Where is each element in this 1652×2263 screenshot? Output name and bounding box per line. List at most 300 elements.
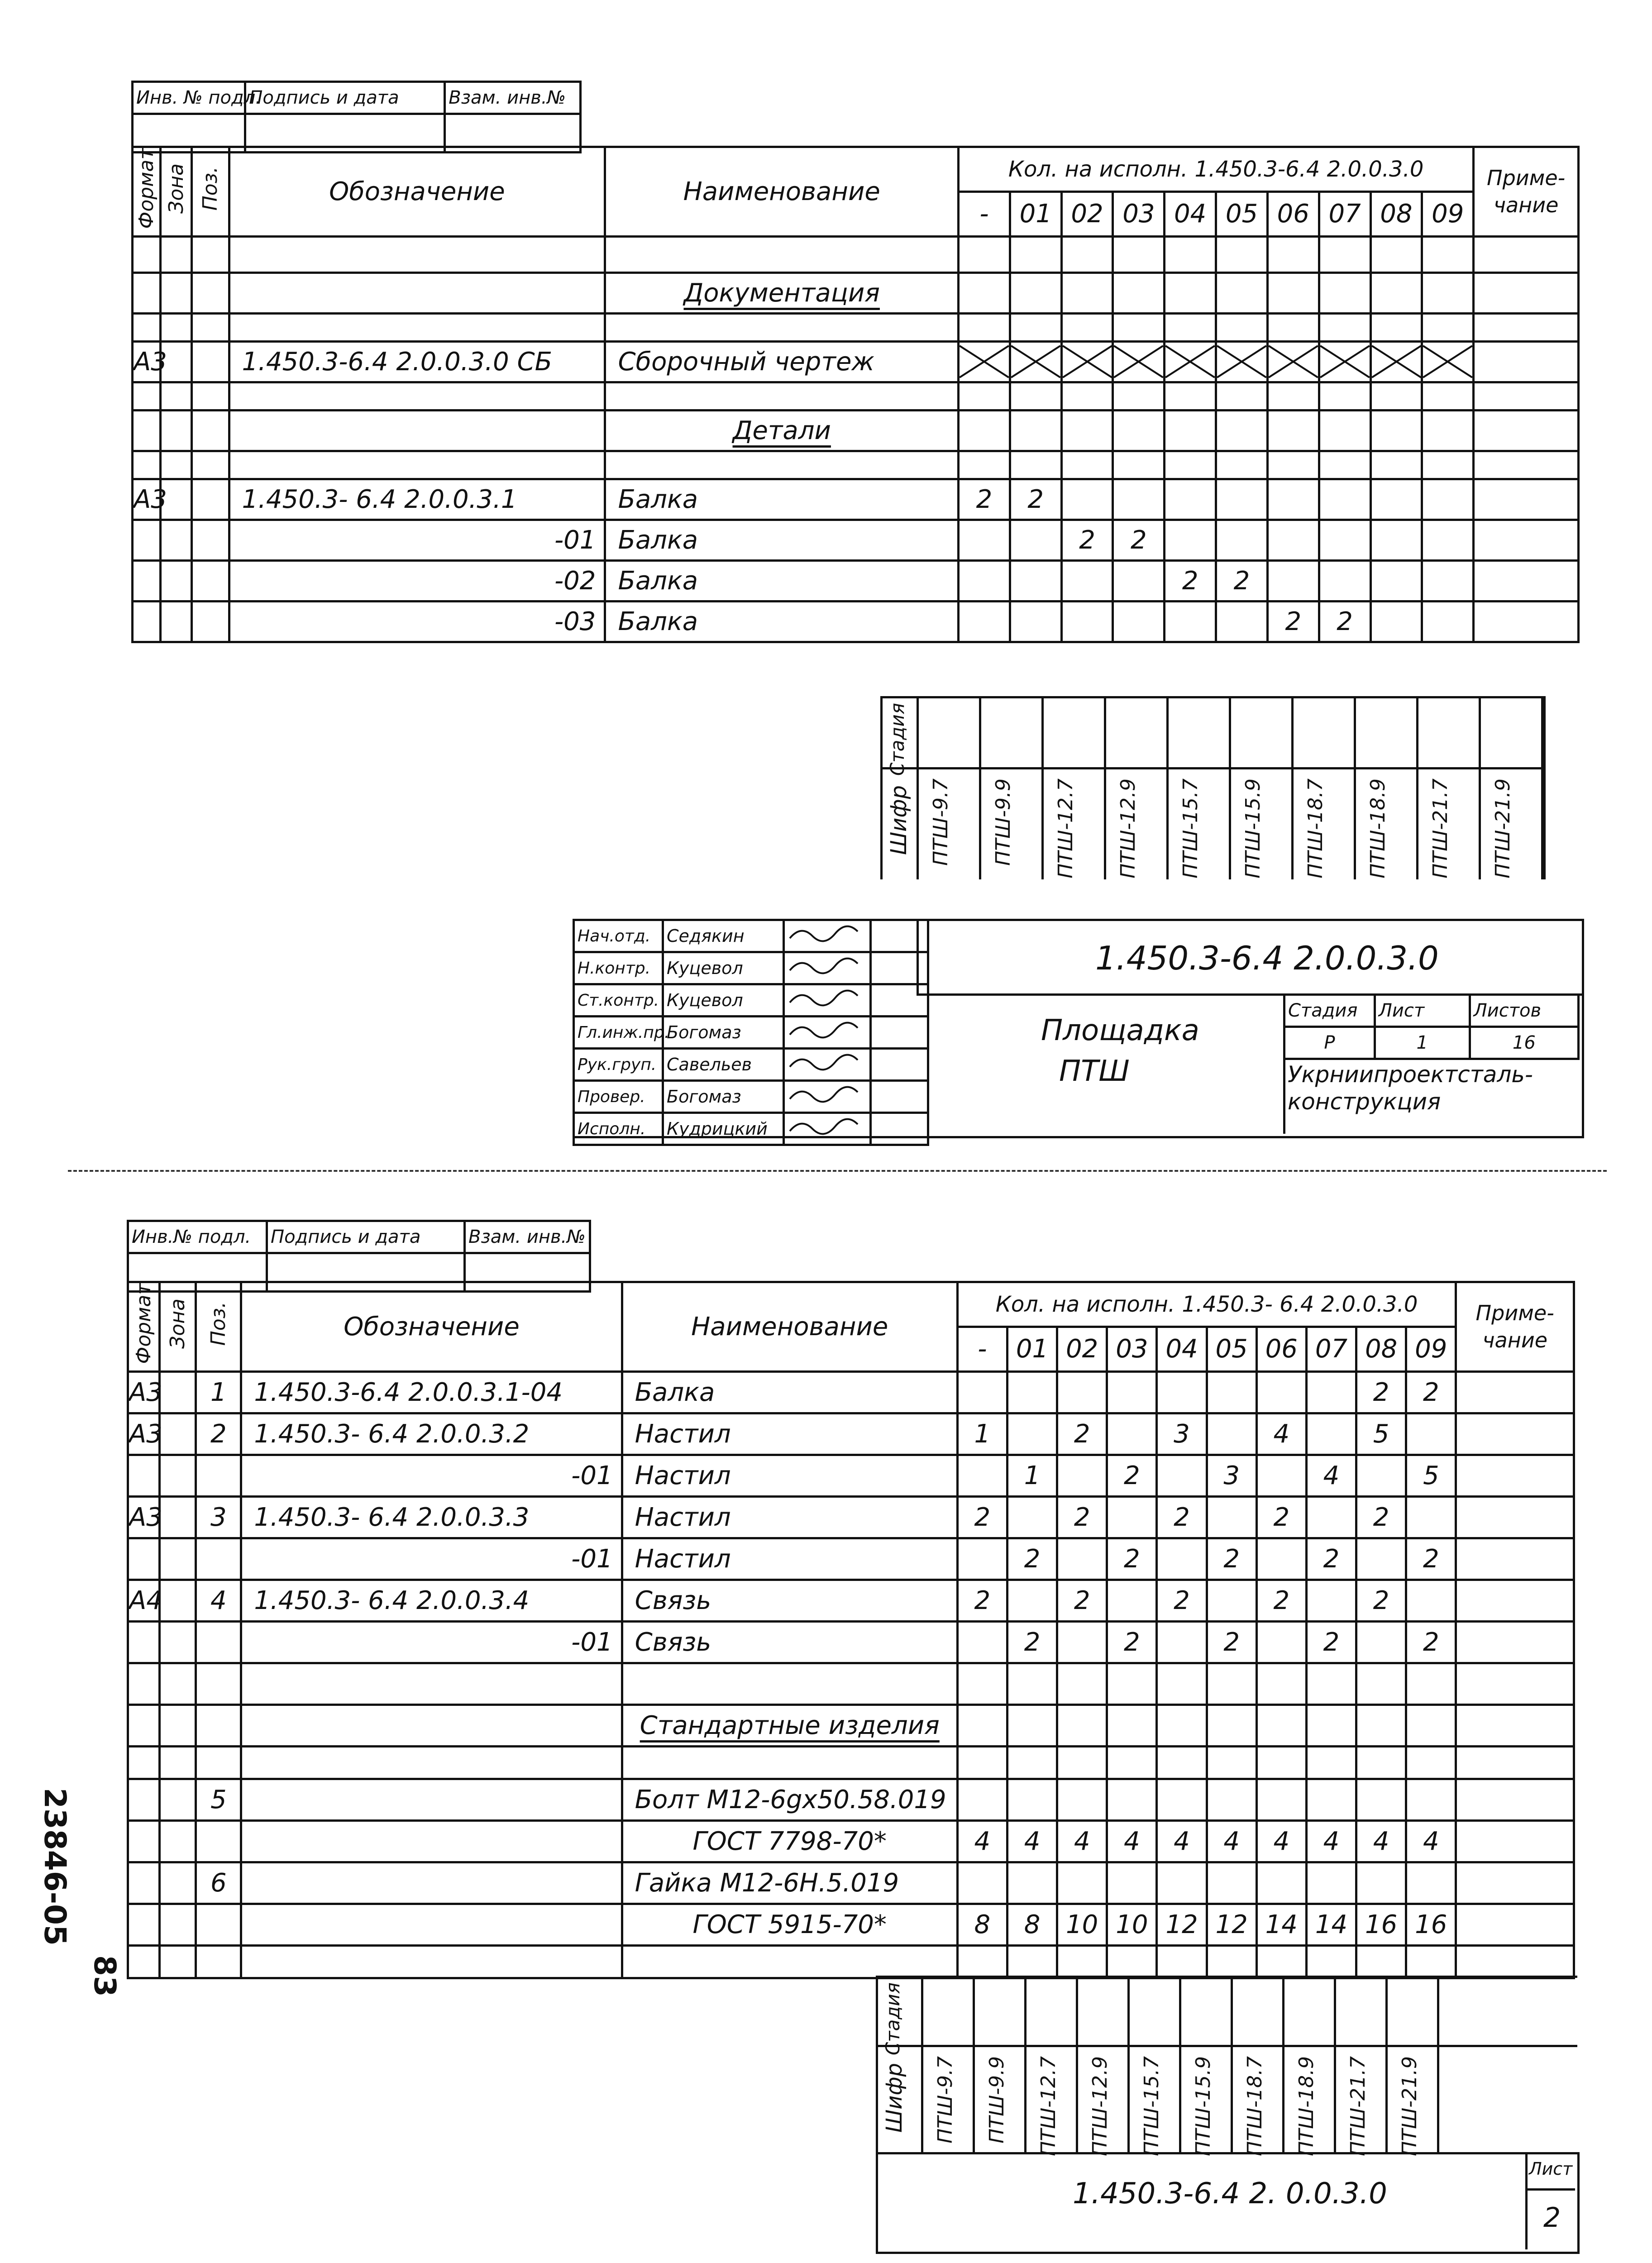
row-pos: 2: [196, 1413, 241, 1455]
qty-cell: [1157, 1455, 1207, 1496]
qty-cell: 2: [1319, 601, 1370, 642]
variant-header: 01: [1007, 1327, 1057, 1371]
qty-cell: [1157, 1371, 1207, 1413]
row-pos: [191, 341, 229, 382]
table-row: [128, 1371, 1574, 1413]
qty-cell: 2: [1057, 1580, 1107, 1621]
signature-name: Савельев: [663, 1049, 784, 1081]
qty-cell: [1267, 560, 1319, 601]
stage-sheet-table-1: [1283, 993, 1580, 1060]
row-designation: 1.450.3- 6.4 2.0.0.3.4: [241, 1580, 622, 1621]
qty-cell: 16: [1406, 1904, 1456, 1945]
qty-cell: [959, 520, 1010, 560]
row-name: Настил: [622, 1455, 957, 1496]
row-name: Настил: [622, 1413, 957, 1455]
qty-cell: 2: [1406, 1538, 1456, 1580]
qty-cell: [1010, 560, 1061, 601]
variant-header: 06: [1267, 191, 1319, 236]
cross-cell: [1216, 341, 1268, 382]
qty-cell: 2: [1113, 520, 1165, 560]
table-row: [128, 1904, 1574, 1945]
qty-cell: [959, 560, 1010, 601]
qty-cell: 2: [1306, 1538, 1356, 1580]
col-name: Наименование: [605, 147, 959, 237]
qty-cell: [1356, 1455, 1406, 1496]
qty-cell: 2: [1406, 1371, 1456, 1413]
col2-designation: Обозначение: [241, 1282, 622, 1372]
row-pos: [196, 1621, 241, 1663]
variant-header: 01: [1010, 191, 1061, 236]
col2-zone: Зона: [166, 1298, 190, 1349]
signature-role: Рук.груп.: [574, 1049, 663, 1081]
signature-row: [574, 984, 928, 1017]
qty-cell: 1: [1007, 1455, 1057, 1496]
row-format: А3: [133, 341, 161, 382]
qty-cell: [1007, 1496, 1057, 1538]
sheets-header: Листов: [1470, 995, 1578, 1027]
cipher-value: ПТШ-12.7: [1054, 778, 1077, 878]
signature-mark: [784, 1049, 871, 1081]
title-line-2: ПТШ: [1059, 1055, 1130, 1088]
cipher-value: ПТШ-9.7: [934, 2056, 957, 2144]
cipher-value: ПТШ-9.9: [985, 2056, 1008, 2144]
stamp2-replace-label: Взам. инв.№: [465, 1221, 590, 1253]
qty-cell: [1061, 601, 1113, 642]
signature-mark: [784, 952, 871, 984]
signature-mark: [784, 1081, 871, 1113]
qty-cell: [1165, 601, 1216, 642]
table-row: [128, 1496, 1574, 1538]
qty-cell: 2: [1356, 1580, 1406, 1621]
row-designation: 1.450.3- 6.4 2.0.0.3.3: [241, 1496, 622, 1538]
qty-cell: [1319, 560, 1370, 601]
qty-cell: 14: [1256, 1904, 1306, 1945]
qty-cell: [1306, 1496, 1356, 1538]
qty-cell: [1256, 1371, 1306, 1413]
qty-cell: 2: [1061, 520, 1113, 560]
cipher-value: ПТШ-21.9: [1398, 2056, 1421, 2156]
stamp-header-1: [131, 81, 582, 153]
qty-cell: 2: [1057, 1413, 1107, 1455]
section-docs: Документация: [683, 278, 880, 308]
qty-cell: [1165, 520, 1216, 560]
qty-cell: [1256, 1538, 1306, 1580]
qty-cell: 12: [1207, 1904, 1256, 1945]
stamp2-sign-label: Подпись и дата: [267, 1221, 465, 1253]
row-pos: 6: [196, 1862, 241, 1904]
qty-cell: [1207, 1580, 1256, 1621]
qty-cell: [1216, 520, 1268, 560]
qty-cell: [1306, 1413, 1356, 1455]
variant-header: 02: [1061, 191, 1113, 236]
qty-cell: 4: [1306, 1455, 1356, 1496]
sheet-divider: [68, 1170, 1607, 1172]
signature-mark: [784, 1017, 871, 1049]
qty-cell: 4: [1007, 1820, 1057, 1862]
col2-note: Приме-чание: [1456, 1282, 1574, 1372]
row-name: Связь: [622, 1621, 957, 1663]
table-row: [128, 1621, 1574, 1663]
qty-cell: [1057, 1538, 1107, 1580]
qty-cell: 2: [1207, 1621, 1256, 1663]
row-pos: 4: [196, 1580, 241, 1621]
row-designation: -01: [241, 1538, 622, 1580]
signature-row: [574, 1049, 928, 1081]
cipher-value: ПТШ-18.7: [1243, 2056, 1266, 2156]
table-row: [128, 1779, 1574, 1820]
qty-cell: [1256, 1455, 1306, 1496]
stamp-sign-label: Подпись и дата: [245, 82, 445, 114]
table-row: [133, 601, 1579, 642]
qty-cell: 4: [957, 1820, 1007, 1862]
doc-number-1: 1.450.3-6.4 2.0.0.3.0: [1095, 939, 1439, 977]
cipher-value: ПТШ-12.9: [1117, 778, 1140, 878]
qty-cell: [1207, 1496, 1256, 1538]
sheet2-number: 2: [1543, 2202, 1561, 2234]
org-line-2: конструкция: [1288, 1089, 1441, 1115]
row-name: Настил: [622, 1496, 957, 1538]
row-pos: [191, 520, 229, 560]
variant-header: 04: [1165, 191, 1216, 236]
signature-role: Гл.инж.пр.: [574, 1017, 663, 1049]
table-row: [128, 1413, 1574, 1455]
signature-row: [574, 1017, 928, 1049]
variant-header: 03: [1113, 191, 1165, 236]
qty-cell: 2: [1306, 1621, 1356, 1663]
qty-cell: 2: [1256, 1496, 1306, 1538]
row-pos: [196, 1455, 241, 1496]
qty-cell: [1157, 1538, 1207, 1580]
qty-cell: [1267, 479, 1319, 520]
row-name: Балка: [605, 520, 959, 560]
variant-header: 03: [1107, 1327, 1157, 1371]
signature-row: [574, 1081, 928, 1113]
col-zone: Зона: [164, 163, 188, 214]
row-designation: -01: [241, 1621, 622, 1663]
qty-cell: [1422, 520, 1474, 560]
qty-cell: [1370, 479, 1422, 520]
cross-cell: [1061, 341, 1113, 382]
cipher-value: ПТШ-12.9: [1089, 2056, 1112, 2156]
qty-cell: [957, 1538, 1007, 1580]
row-pos: [191, 560, 229, 601]
row-name: Балка: [605, 479, 959, 520]
cross-cell: [959, 341, 1010, 382]
qty-cell: [1422, 601, 1474, 642]
qty-cell: [1157, 1621, 1207, 1663]
qty-cell: [1107, 1580, 1157, 1621]
col2-pos: Поз.: [207, 1301, 230, 1346]
row-format: [128, 1455, 160, 1496]
row-designation: -03: [229, 601, 605, 642]
qty-cell: 4: [1306, 1820, 1356, 1862]
row-designation: -01: [241, 1455, 622, 1496]
table-row: [133, 560, 1579, 601]
cipher-value: ПТШ-15.9: [1192, 2056, 1215, 2156]
row-name: Настил: [622, 1538, 957, 1580]
row-name: Гайка М12-6Н.5.019: [622, 1862, 957, 1904]
signature-mark: [784, 984, 871, 1017]
row-pos: 1: [196, 1371, 241, 1413]
variant-header: 04: [1157, 1327, 1207, 1371]
row-name: Балка: [622, 1371, 957, 1413]
qty-cell: [1107, 1413, 1157, 1455]
section-details: Детали: [732, 415, 831, 445]
row-name-std: ГОСТ 7798-70*: [622, 1820, 957, 1862]
qty-cell: 3: [1207, 1455, 1256, 1496]
qty-cell: [1007, 1580, 1057, 1621]
qty-cell: [1057, 1455, 1107, 1496]
cross-cell: [1370, 341, 1422, 382]
cipher-value: ПТШ-18.9: [1366, 778, 1389, 878]
qty-cell: [1057, 1621, 1107, 1663]
qty-cell: 2: [957, 1580, 1007, 1621]
title-line-1: Площадка: [1041, 1014, 1199, 1047]
sheets-value: 16: [1470, 1027, 1578, 1059]
row-format: А3: [128, 1413, 160, 1455]
qty-cell: [1007, 1413, 1057, 1455]
signature-name: Богомаз: [663, 1017, 784, 1049]
variant-header: 08: [1356, 1327, 1406, 1371]
col-pos: Поз.: [199, 166, 222, 210]
cipher-value: ПТШ-15.7: [1179, 778, 1202, 878]
qty-cell: 2: [1406, 1621, 1456, 1663]
variant-header: 09: [1406, 1327, 1456, 1371]
qty-cell: 2: [1165, 560, 1216, 601]
row-pos: [191, 479, 229, 520]
table-row: [133, 479, 1579, 520]
cipher-label: Шифр: [886, 785, 912, 855]
row-pos: [196, 1538, 241, 1580]
qty-cell: 2: [1157, 1496, 1207, 1538]
qty-cell: 3: [1157, 1413, 1207, 1455]
signature-role: Ст.контр.: [574, 984, 663, 1017]
row-format: [133, 601, 161, 642]
qty-cell: [1370, 520, 1422, 560]
row-format: [133, 520, 161, 560]
qty-cell: [1107, 1496, 1157, 1538]
cipher-value: ПТШ-21.7: [1346, 2056, 1370, 2156]
qty-cell: 12: [1157, 1904, 1207, 1945]
signature-role: Н.контр.: [574, 952, 663, 984]
qty-cell: 4: [1356, 1820, 1406, 1862]
variant-header: 05: [1207, 1327, 1256, 1371]
signature-mark: [784, 920, 871, 952]
qty-cell: 2: [1267, 601, 1319, 642]
qty-cell: [1422, 479, 1474, 520]
signature-name: Седякин: [663, 920, 784, 952]
doc-number-2: 1.450.3-6.4 2. 0.0.3.0: [1073, 2177, 1387, 2210]
cipher-value: ПТШ-12.7: [1037, 2056, 1060, 2156]
qty-cell: [1256, 1621, 1306, 1663]
qty-cell: 2: [1057, 1496, 1107, 1538]
qty-cell: 2: [1007, 1538, 1057, 1580]
qty-cell: 10: [1057, 1904, 1107, 1945]
cipher-value: ПТШ-9.7: [929, 778, 952, 866]
qty-cell: 2: [1356, 1496, 1406, 1538]
stamp-replace-label: Взам. инв.№: [445, 82, 581, 114]
col2-qty-title: Кол. на исполн. 1.450.3- 6.4 2.0.0.3.0: [957, 1282, 1456, 1327]
cipher-label: Шифр: [882, 2063, 907, 2133]
qty-cell: [1319, 479, 1370, 520]
sheet-header: Лист: [1375, 995, 1470, 1027]
qty-cell: 10: [1107, 1904, 1157, 1945]
qty-cell: 5: [1356, 1413, 1406, 1455]
variant-header: 09: [1422, 191, 1474, 236]
cipher-value: ПТШ-15.7: [1140, 2056, 1163, 2156]
signature-name: Куцевол: [663, 984, 784, 1017]
qty-cell: [1010, 601, 1061, 642]
margin-page: 83: [87, 1955, 122, 1997]
qty-cell: 4: [1207, 1820, 1256, 1862]
spec-table-2: [127, 1281, 1575, 1979]
row-name-std: ГОСТ 5915-70*: [622, 1904, 957, 1945]
row-format: А3: [128, 1371, 160, 1413]
qty-cell: 2: [1010, 479, 1061, 520]
stage-label: Стадия: [882, 1982, 904, 2056]
margin-number: 23846-05: [38, 1788, 72, 1946]
table-row: [133, 520, 1579, 560]
cipher-value: ПТШ-9.9: [992, 778, 1015, 866]
cross-cell: [1319, 341, 1370, 382]
table-row: [133, 341, 1579, 382]
signature-row: [574, 952, 928, 984]
row-name: Сборочный чертеж: [605, 341, 959, 382]
variant-header: 07: [1319, 191, 1370, 236]
row-format: А3: [133, 479, 161, 520]
qty-cell: [1306, 1580, 1356, 1621]
qty-cell: [1165, 479, 1216, 520]
qty-cell: 4: [1256, 1820, 1306, 1862]
cross-cell: [1165, 341, 1216, 382]
row-name: Балка: [605, 601, 959, 642]
row-format: [133, 560, 161, 601]
col2-name: Наименование: [622, 1282, 957, 1372]
table-row: [128, 1455, 1574, 1496]
qty-cell: [957, 1371, 1007, 1413]
variant-header: 05: [1216, 191, 1268, 236]
col-designation: Обозначение: [229, 147, 605, 237]
cipher-value: ПТШ-15.9: [1241, 778, 1265, 878]
qty-cell: 2: [1356, 1371, 1406, 1413]
org-line-1: Укрниипроектсталь-: [1288, 1061, 1533, 1088]
qty-cell: [1216, 479, 1268, 520]
qty-cell: [959, 601, 1010, 642]
variant-header: 06: [1256, 1327, 1306, 1371]
qty-cell: [1306, 1371, 1356, 1413]
qty-cell: 4: [1406, 1820, 1456, 1862]
row-name: Связь: [622, 1580, 957, 1621]
qty-cell: [1319, 520, 1370, 560]
stamp-inv-label: Инв. № подл.: [133, 82, 245, 114]
qty-cell: [957, 1621, 1007, 1663]
sheet2-label: Лист: [1529, 2159, 1573, 2179]
row-pos: 3: [196, 1496, 241, 1538]
sheet-value: 1: [1375, 1027, 1470, 1059]
qty-cell: 5: [1406, 1455, 1456, 1496]
variant-header: 07: [1306, 1327, 1356, 1371]
qty-cell: 4: [1157, 1820, 1207, 1862]
row-name: Балка: [605, 560, 959, 601]
qty-cell: [1406, 1496, 1456, 1538]
stamp2-inv-label: Инв.№ подл.: [128, 1221, 267, 1253]
table-row: [128, 1820, 1574, 1862]
qty-cell: 2: [959, 479, 1010, 520]
qty-cell: 2: [1256, 1580, 1306, 1621]
cross-cell: [1422, 341, 1474, 382]
row-name: Болт М12-6gх50.58.019: [622, 1779, 957, 1820]
cipher-value: ПТШ-18.7: [1304, 778, 1327, 878]
signature-row: [574, 1113, 928, 1145]
qty-cell: [1061, 560, 1113, 601]
row-designation: 1.450.3-6.4 2.0.0.3.0 СБ: [229, 341, 605, 382]
qty-cell: 4: [1057, 1820, 1107, 1862]
col2-format: Формат: [132, 1283, 156, 1364]
qty-cell: [1010, 520, 1061, 560]
qty-cell: [1107, 1371, 1157, 1413]
cross-cell: [1010, 341, 1061, 382]
row-pos: 5: [196, 1779, 241, 1820]
row-format: А3: [128, 1496, 160, 1538]
signature-role: Провер.: [574, 1081, 663, 1113]
variant-header: -: [957, 1327, 1007, 1371]
signature-role: Исполн.: [574, 1113, 663, 1145]
qty-cell: [1267, 520, 1319, 560]
qty-cell: [1356, 1538, 1406, 1580]
qty-cell: [1007, 1371, 1057, 1413]
qty-cell: 2: [1107, 1455, 1157, 1496]
col-note: Приме-чание: [1474, 147, 1579, 237]
row-pos: [191, 601, 229, 642]
qty-cell: [1370, 601, 1422, 642]
row-format: [128, 1621, 160, 1663]
table-row: [128, 1538, 1574, 1580]
qty-cell: 14: [1306, 1904, 1356, 1945]
signature-mark: [784, 1113, 871, 1145]
qty-cell: [1422, 560, 1474, 601]
qty-cell: 2: [1157, 1580, 1207, 1621]
col-qty-title: Кол. на исполн. 1.450.3-6.4 2.0.0.3.0: [959, 147, 1474, 192]
spec-table-1: [131, 146, 1580, 643]
variant-header: -: [959, 191, 1010, 236]
cipher-value: ПТШ-21.7: [1429, 778, 1452, 878]
row-format: А4: [128, 1580, 160, 1621]
qty-cell: 2: [1007, 1621, 1057, 1663]
qty-cell: [1370, 560, 1422, 601]
table-row: [128, 1580, 1574, 1621]
qty-cell: 2: [957, 1496, 1007, 1538]
qty-cell: [1061, 479, 1113, 520]
stage-value: Р: [1284, 1027, 1375, 1059]
qty-cell: [1207, 1371, 1256, 1413]
qty-cell: [1406, 1580, 1456, 1621]
qty-cell: [957, 1455, 1007, 1496]
qty-cell: 16: [1356, 1904, 1406, 1945]
row-designation: 1.450.3- 6.4 2.0.0.3.1: [229, 479, 605, 520]
qty-cell: 1: [957, 1413, 1007, 1455]
people-table: [573, 919, 929, 1146]
row-designation: -01: [229, 520, 605, 560]
variant-header: 08: [1370, 191, 1422, 236]
signature-name: Кудрицкий: [663, 1113, 784, 1145]
signature-role: Нач.отд.: [574, 920, 663, 952]
cross-cell: [1267, 341, 1319, 382]
signature-name: Куцевол: [663, 952, 784, 984]
row-format: [128, 1538, 160, 1580]
qty-cell: 8: [1007, 1904, 1057, 1945]
qty-cell: [1113, 601, 1165, 642]
qty-cell: [1216, 601, 1268, 642]
